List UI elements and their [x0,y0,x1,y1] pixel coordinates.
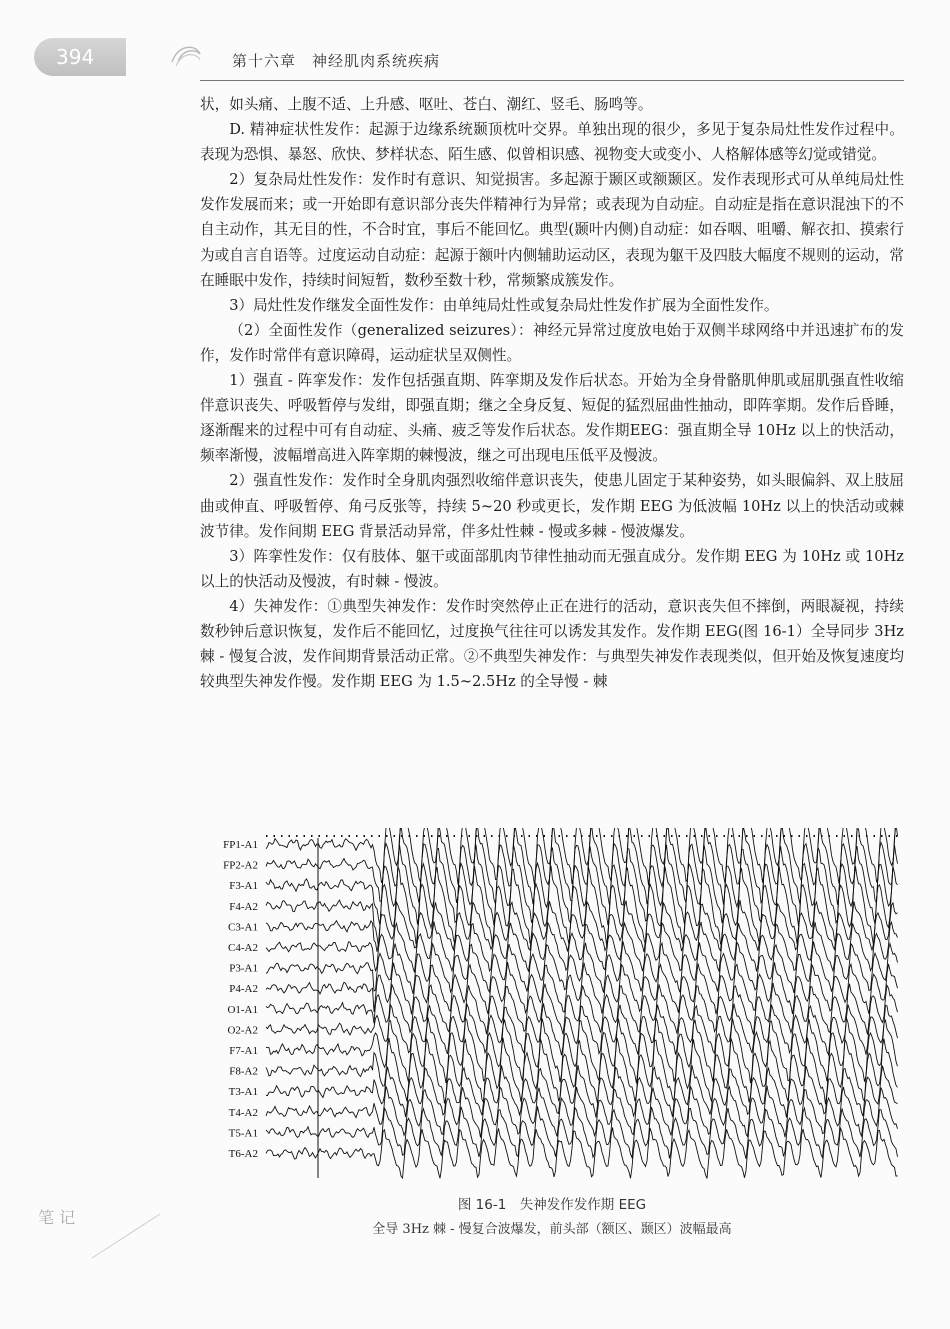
paragraph: 2）复杂局灶性发作：发作时有意识、知觉损害。多起源于颞区或额颞区。发作表现形式可从单纯局灶性发作发展而来；或一开始即有意识部分丧失伴精神行为异常；或表现为自动症。自动症是指在意识混浊下的不自主动作，其无目的性，不合时宜，事后不能回忆。典型(颞叶内侧)自动症：如吞咽、咀嚼、解衣扣、摸索行为或自言自语等。过度运动自动症：起源于额叶内侧辅助运动区，表现为躯干及四肢大幅度不规则的运动，常在睡眠中发作，持续时间短暂，数秒至数十秒，常频繁成簇发作。 [200,171,904,289]
paragraph: D. 精神症状性发作：起源于边缘系统颞顶枕叶交界。单独出现的很少，多见于复杂局灶性发作过程中。表现为恐惧、暴怒、欣快、梦样状态、陌生感、似曾相识感、视物变大或变小、人格解体感等幻觉或错觉。 [200,121,904,164]
header-divider [200,80,904,81]
eeg-trace [266,1038,898,1105]
eeg-trace [266,1106,898,1158]
eeg-figure [208,828,902,1188]
paragraph: 3）阵挛性发作：仅有肢体、躯干或面部肌肉节律性抽动而无强直成分。发作期 EEG 为 10Hz 或 10Hz 以上的快活动及慢波，有时棘 - 慢波。 [200,547,904,590]
channel-label: T5-A1 [228,1127,258,1140]
paragraph: 3）局灶性发作继发全面性发作：由单纯局灶性或复杂局灶性发作扩展为全面性发作。 [229,296,779,314]
page-number-tab [34,38,126,76]
eeg-trace [266,866,898,947]
channel-label: FP1-A1 [223,839,258,851]
page-number: 394 [56,45,95,69]
paragraph: 2）强直性发作：发作时全身肌肉强烈收缩伴意识丧失，使患儿固定于某种姿势，如头眼偏斜、双上肢屈曲或伸直、呼吸暂停、角弓反张等，持续 5~20 秒或更长，发作期 EEG 为低波幅 10Hz 以上的快活动或棘波节律。发作间期 EEG 背景活动异常，伴多灶性棘 - 慢或多棘 - 慢波爆发。 [200,472,904,540]
channel-label: FP2-A2 [223,859,258,872]
paragraph: 1）强直 - 阵挛发作：发作包括强直期、阵挛期及发作后状态。开始为全身骨骼肌伸肌或屈肌强直性收缩伴意识丧失、呼吸暂停与发绀，即强直期；继之全身反复、短促的猛烈屈曲性抽动，即阵挛期。发作后昏睡，逐渐醒来的过程中可有自动症、头痛、疲乏等发作后状态。发作期EEG：强直期全导 10Hz 以上的快活动，频率渐慢，波幅增高进入阵挛期的棘慢波，继之可出现电压低平及慢波。 [200,372,904,465]
channel-label: P4-A2 [229,983,258,996]
swirl-logo-icon [168,40,204,70]
channel-label: O2-A2 [227,1024,258,1037]
channel-label: F4-A2 [229,900,258,913]
channel-label: F3-A1 [229,880,258,893]
figure-subcaption: 全导 3Hz 棘 - 慢复合波爆发，前头部（额区、颞区）波幅最高 [372,1222,732,1237]
notes-label: 笔 记 [38,1208,76,1227]
channel-label: P3-A1 [229,962,258,975]
channel-label: O1-A1 [227,1003,258,1016]
notes-line [90,1210,170,1260]
paragraph: 4）失神发作：①典型失神发作：发作时突然停止正在进行的活动，意识丧失但不摔倒，两眼凝视，持续数秒钟后意识恢复，发作后不能回忆，过度换气往往可以诱发其发作。发作期 EEG(图 16-1）全导同步 3Hz 棘 - 慢复合波，发作间期背景活动正常。②不典型失神发作：与典型失神发作表现类似，但开始及恢复速度均较典型失神发作慢。发作期 EEG 为 1.5~2.5Hz 的全导慢 - 棘 [200,597,904,691]
channel-label: C3-A1 [228,921,258,934]
chapter-title: 第十六章 神经肌肉系统疾病 [232,52,441,70]
paragraph: 状，如头痛、上腹不适、上升感、呕吐、苍白、潮红、竖毛、肠鸣等。 [200,96,653,113]
channel-label: T3-A1 [228,1086,258,1099]
paragraph: （2）全面性发作（generalized seizures）：神经元异常过度放电始于双侧半球网络中并迅速扩布的发作，发作时常伴有意识障碍，运动症状呈双侧性。 [200,321,904,364]
eeg-trace [266,1003,898,1055]
body-text [200,92,904,694]
channel-label: T6-A2 [228,1148,258,1160]
figure-caption: 图 16-1 失神发作发作期 EEG [457,1197,647,1213]
channel-label: C4-A2 [228,942,258,954]
eeg-traces [208,828,902,1188]
channel-label: F8-A2 [229,1065,258,1078]
channel-label: F7-A1 [229,1045,258,1057]
channel-label: T4-A2 [228,1106,258,1119]
eeg-trace [266,900,898,952]
eeg-trace [266,1127,898,1178]
